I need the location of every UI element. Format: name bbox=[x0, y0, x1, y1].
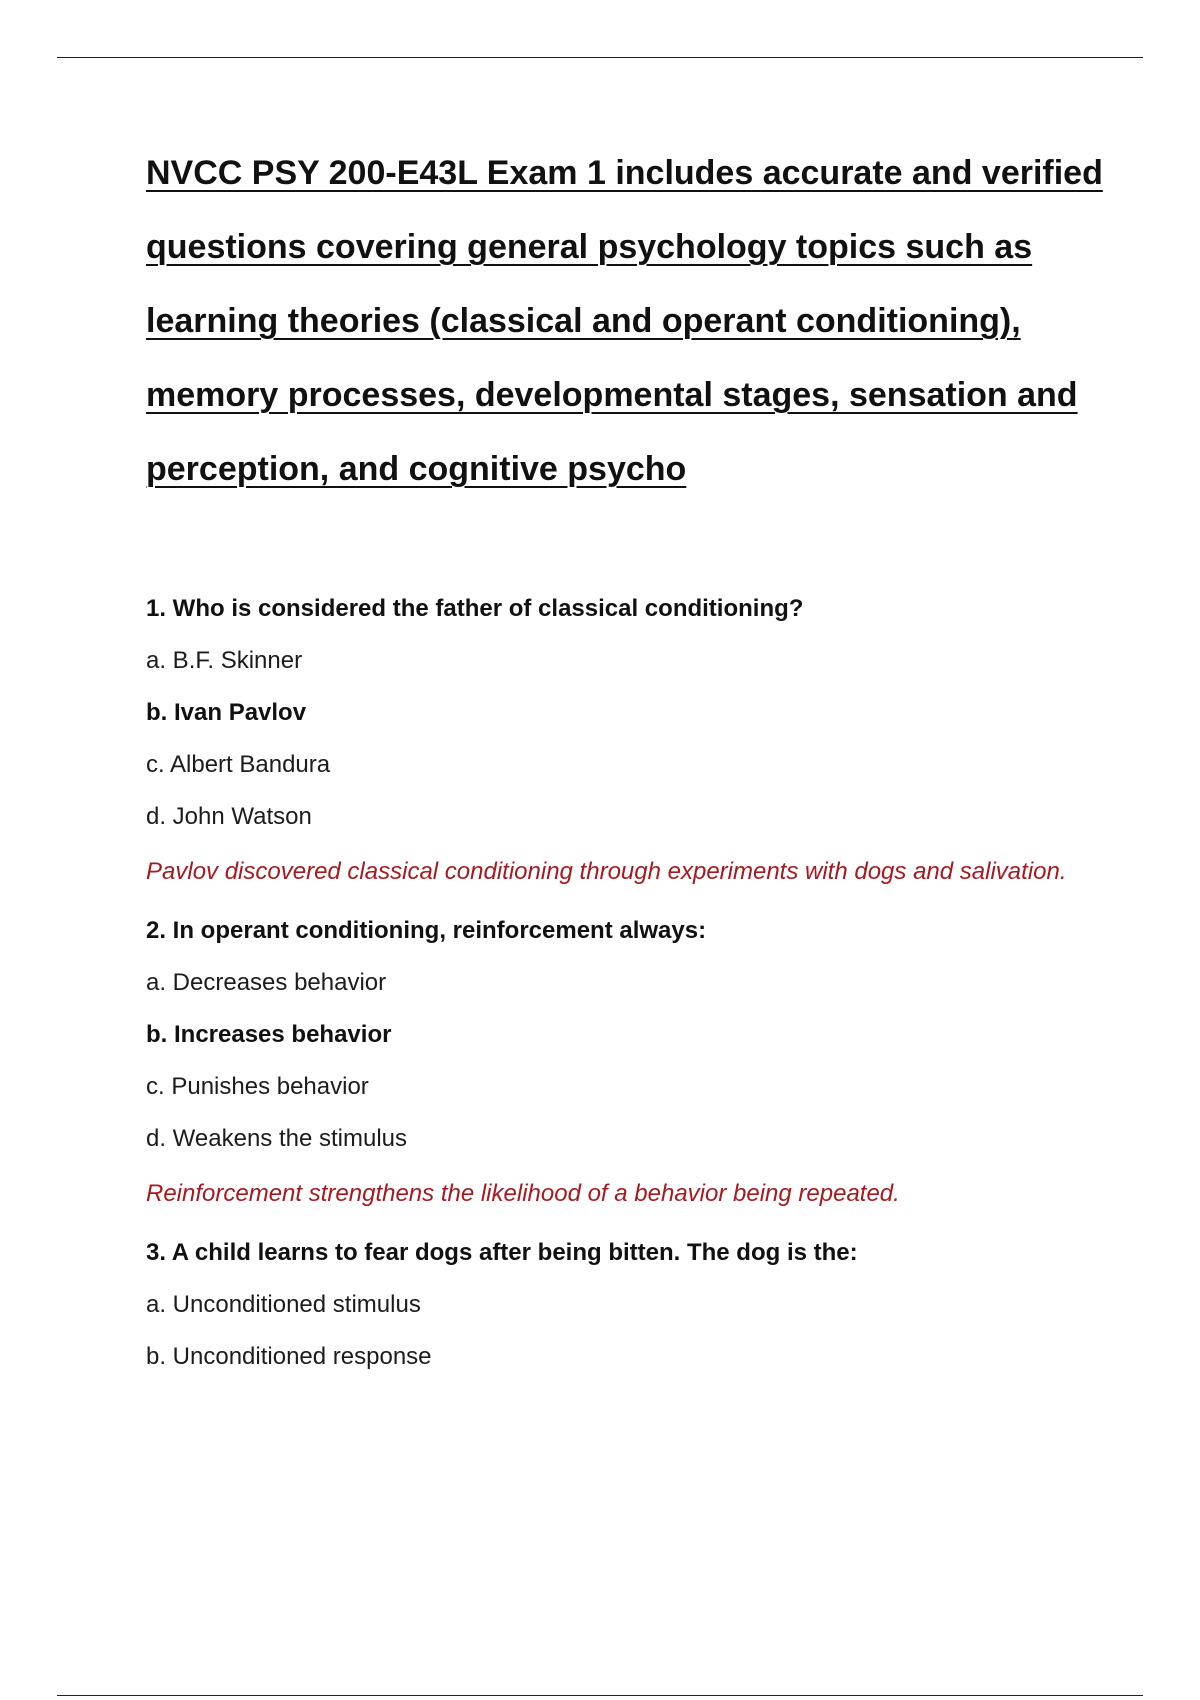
answer-explanation: Reinforcement strengthens the likelihood of a behavior being repeated. bbox=[146, 1180, 900, 1207]
option-a: a. Unconditioned stimulus bbox=[146, 1291, 421, 1318]
option-c: c. Albert Bandura bbox=[146, 751, 331, 778]
question-text: 3. A child learns to fear dogs after being bitten. The dog is the: bbox=[146, 1239, 858, 1266]
document-title: NVCC PSY 200-E43L Exam 1 includes accurate and verified questions covering general psychology topics such as learning theories (classical and operant conditioning), memory processes, developmental stages, sensation and perception, and cognitive psycho bbox=[146, 154, 1103, 488]
top-divider bbox=[57, 57, 1143, 58]
question-text: 1. Who is considered the father of classical conditioning? bbox=[146, 595, 804, 622]
option-d: d. Weakens the stimulus bbox=[146, 1125, 408, 1152]
option-b: b. Unconditioned response bbox=[146, 1343, 432, 1370]
option-d: d. John Watson bbox=[146, 803, 312, 830]
question-text: 2. In operant conditioning, reinforcement always: bbox=[146, 917, 707, 944]
option-a: a. B.F. Skinner bbox=[146, 647, 303, 674]
option-b-correct: b. Increases behavior bbox=[146, 1021, 392, 1048]
option-a: a. Decreases behavior bbox=[146, 969, 387, 996]
question-block-1 bbox=[146, 588, 1106, 898]
question-block-3 bbox=[146, 1232, 1106, 1388]
option-b-correct: b. Ivan Pavlov bbox=[146, 699, 307, 726]
question-list bbox=[146, 588, 1106, 1388]
option-c: c. Punishes behavior bbox=[146, 1073, 369, 1100]
bottom-divider bbox=[57, 1695, 1143, 1696]
answer-explanation: Pavlov discovered classical conditioning through experiments with dogs and salivation. bbox=[146, 858, 1067, 885]
question-block-2 bbox=[146, 910, 1106, 1220]
